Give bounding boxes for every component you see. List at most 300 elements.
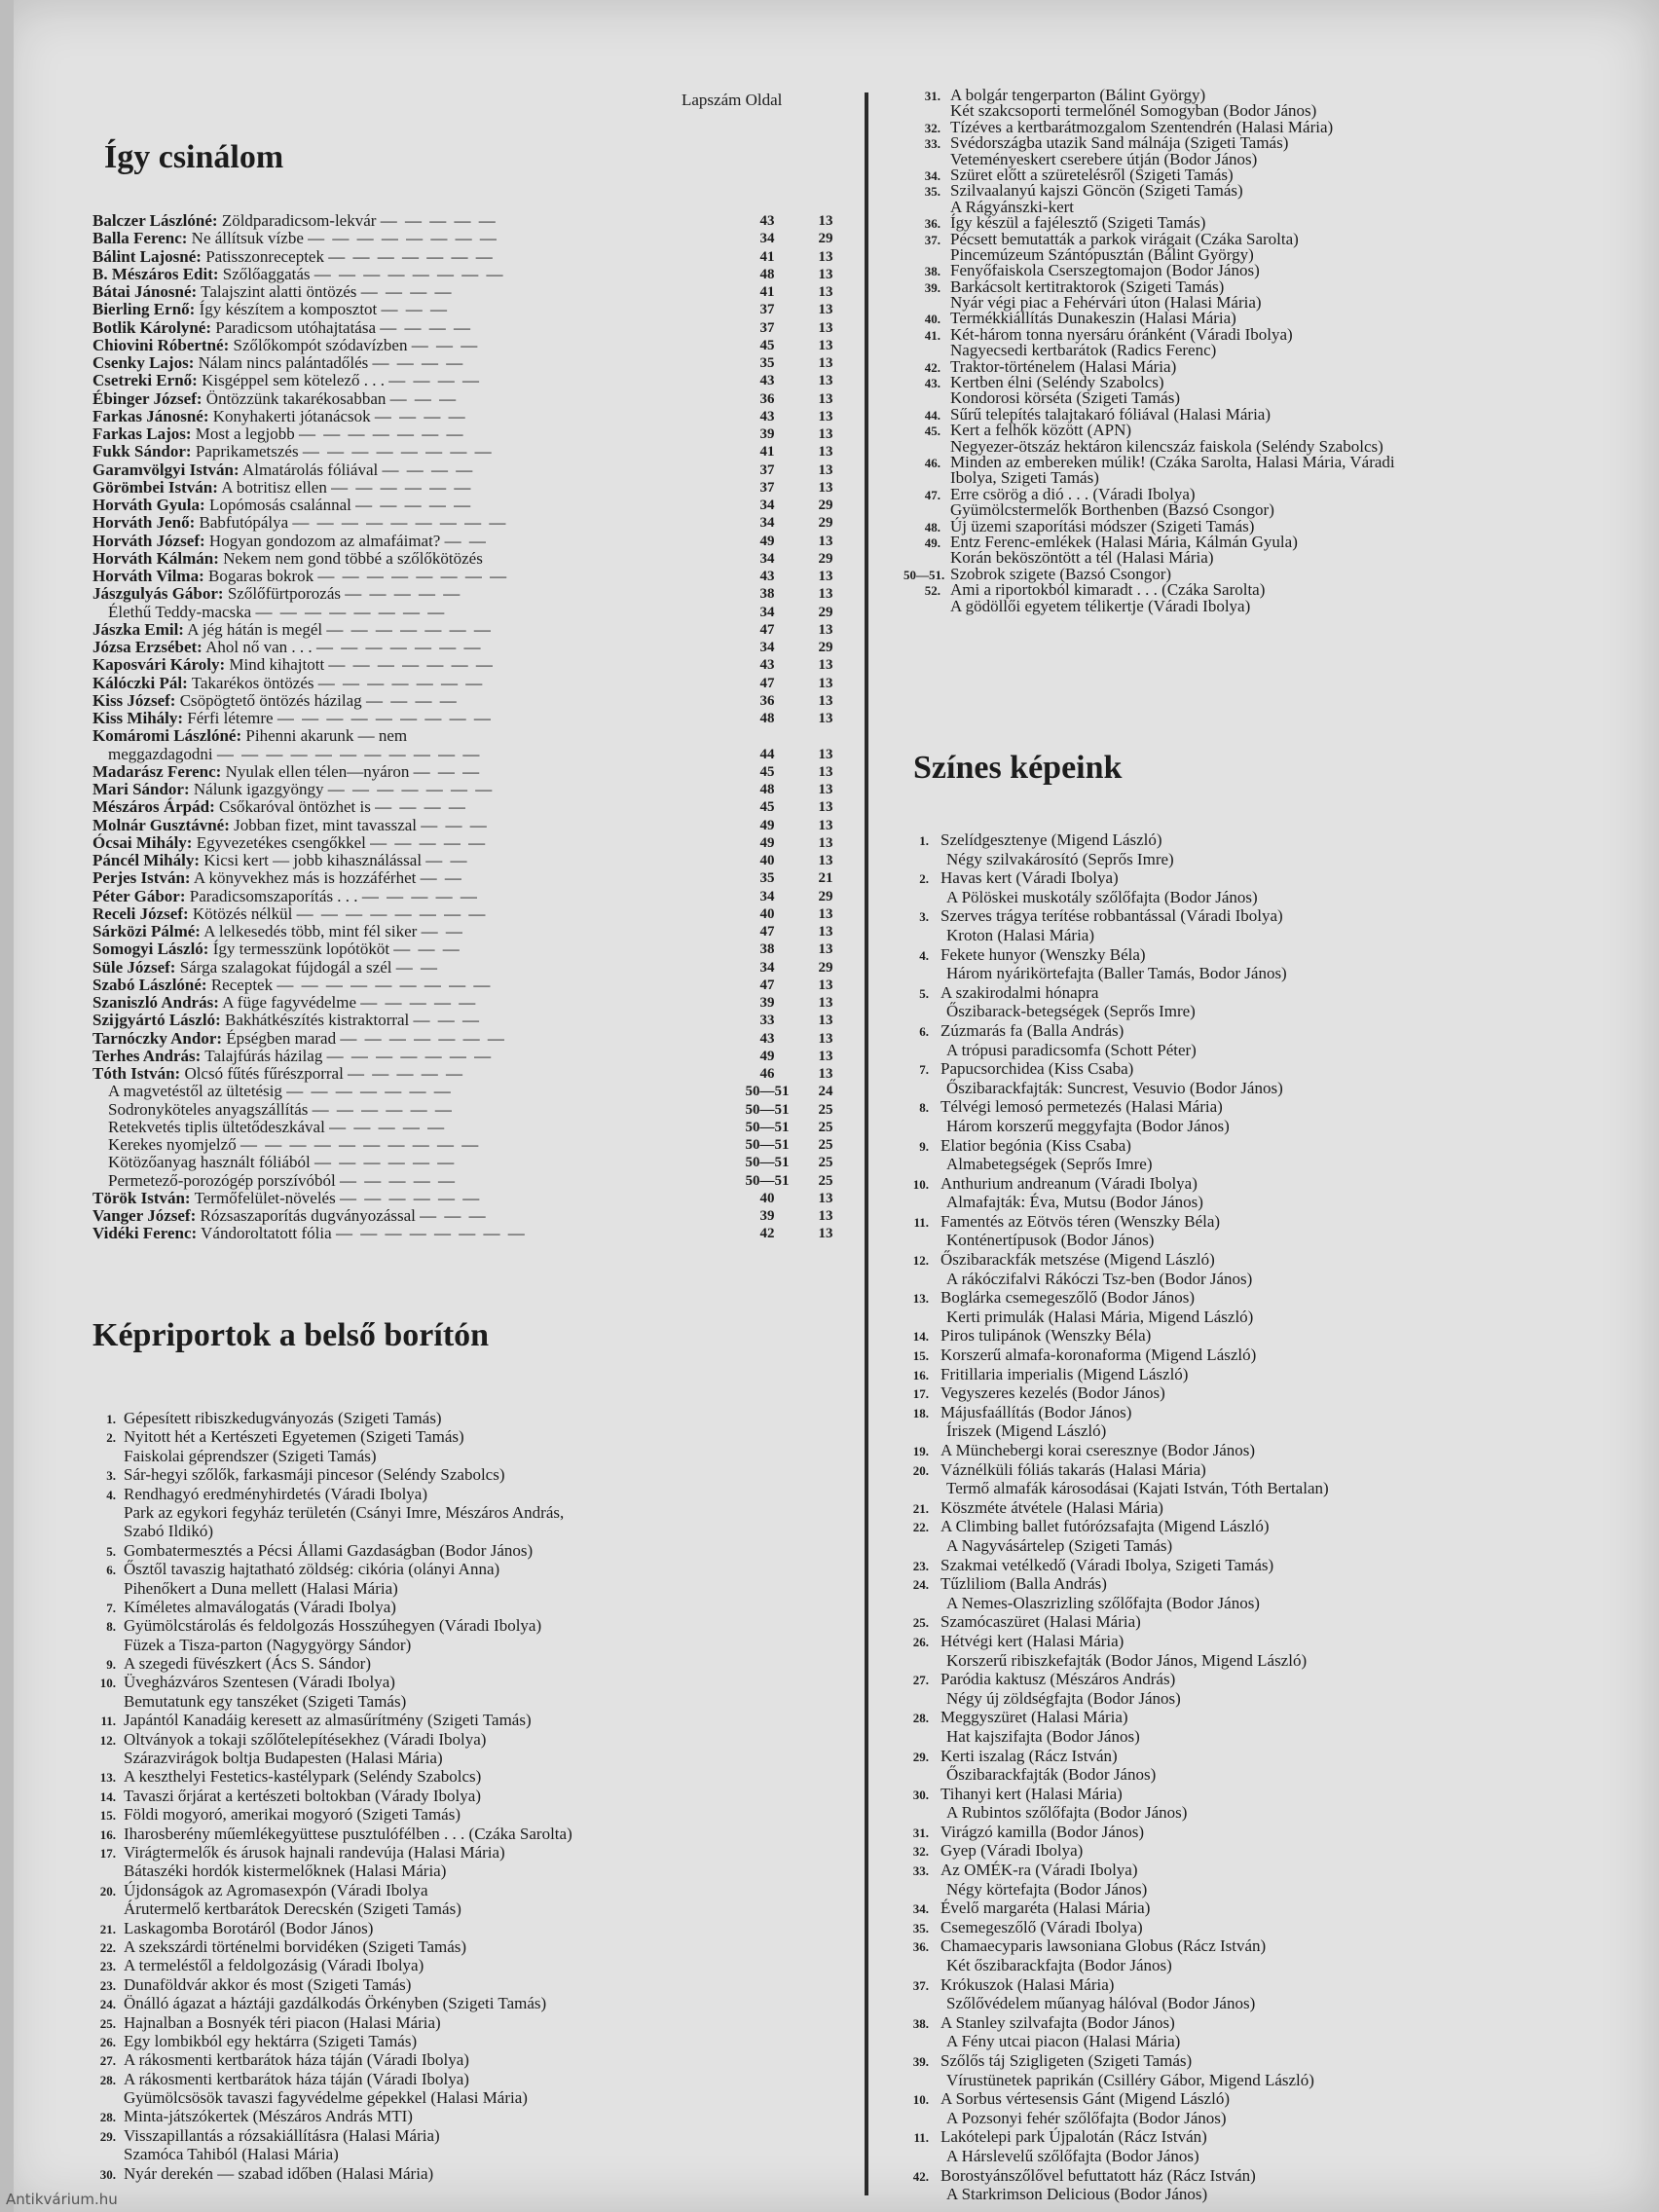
article-title: Takarékos öntözés [191, 673, 314, 692]
leader-dashes: — — — — — — — — [317, 567, 509, 585]
item-number: 33. [924, 136, 940, 152]
author-name: Csenky Lajos: [92, 353, 195, 372]
item-text: Anthurium andreanum (Váradi Ibolya) [940, 1173, 1198, 1193]
item-text: A rákosmenti kertbarátok háza táján (Váradi Ibolya) [124, 2069, 469, 2088]
item-text: Az OMÉK-ra (Váradi Ibolya) [940, 1861, 1138, 1880]
author-name: Kiss Mihály: [92, 709, 184, 727]
article-title: Talajszint alatti öntözés [201, 282, 357, 301]
issue-number: 40 [759, 853, 775, 868]
item-number: 2. [106, 1430, 116, 1446]
item-text: A bolgár tengerparton (Bálint György) [950, 86, 1206, 104]
article-title: Így termesszünk lopótököt [212, 940, 390, 959]
index-entry [92, 869, 842, 887]
leader-dashes: — — — — — [329, 1117, 447, 1136]
list-item [92, 1409, 842, 1427]
list-item [903, 1308, 1645, 1327]
index-entry [92, 443, 842, 461]
list-item [903, 1880, 1645, 1899]
item-number: 8. [106, 1619, 116, 1635]
article-title: Kisgéppel sem kötelező . . . [202, 371, 385, 390]
item-text: Iharosberény műemlékegyüttese pusztulófélben . . . (Czáka Sarolta) [124, 1824, 572, 1843]
item-number: 39. [924, 279, 940, 295]
item-text: Íriszek (Migend László) [946, 1421, 1107, 1441]
article-title: meggazdagodni [108, 744, 213, 763]
leader-dashes: — — — — — [380, 211, 498, 230]
page-number: 29 [818, 515, 833, 532]
author-name: Farkas Jánosné: [92, 406, 209, 425]
list-item [92, 2013, 842, 2032]
page-number: 29 [818, 640, 833, 655]
list-item [903, 1174, 1645, 1194]
item-number: 21. [99, 1921, 116, 1936]
leader-dashes: — — — — [365, 690, 459, 710]
page-number: 13 [818, 337, 833, 353]
item-text: Borostyánszőlővel befuttatott ház (Rácz István) [940, 2165, 1256, 2185]
article-title: Almatárolás fóliával [241, 460, 379, 479]
page-number: 25 [818, 1155, 833, 1171]
item-text: Három nyárikörtefajta (Baller Tamás, Bodor János) [946, 964, 1287, 983]
list-item [903, 1079, 1645, 1098]
item-text: Négy körtefajta (Bodor János) [946, 1879, 1148, 1899]
item-text: Veteményeskert cserebere útján (Bodor János) [950, 149, 1258, 168]
item-text: Boglárka csemegeszőlő (Bodor János) [940, 1288, 1196, 1308]
article-title: Receptek [210, 975, 274, 994]
item-text: Kerti primulák (Halasi Mária, Migend László) [946, 1307, 1254, 1326]
list-item [903, 1994, 1645, 2013]
article-title: Nálunk igazgyöngy [193, 780, 324, 798]
item-number: 7. [106, 1600, 116, 1615]
item-number: 2. [919, 871, 929, 887]
item-number: 29. [912, 1749, 929, 1764]
watermark: Antikvárium.hu [6, 2191, 118, 2208]
list-item [92, 1994, 842, 2012]
article-title: A füge fagyvédelme [222, 993, 357, 1012]
item-number: 47. [924, 487, 940, 502]
page-number: 25 [818, 1172, 833, 1189]
leader-dashes: — — — — [388, 371, 481, 390]
index-entry [92, 283, 842, 301]
item-number: 37. [912, 1977, 929, 1993]
page-number: 13 [818, 319, 833, 336]
issue-number: 48 [759, 266, 775, 282]
article-title: Termőfelület-növelés [194, 1188, 336, 1207]
leader-dashes: — — — — — — — [286, 1082, 453, 1101]
page-number: 13 [818, 1048, 833, 1064]
index-entry [92, 656, 842, 674]
author-name: Fukk Sándor: [92, 442, 192, 461]
item-number: 52. [924, 583, 940, 599]
item-text: Virágzó kamilla (Bodor János) [940, 1822, 1145, 1841]
item-text: Chamaecyparis lawsoniana Globus (Rácz István) [940, 1936, 1267, 1956]
index-entry [92, 977, 842, 994]
page-number: 13 [818, 853, 833, 868]
author-name: Bátai Jánosné: [92, 282, 198, 301]
author-name: Horváth Gyula: [92, 496, 205, 514]
item-number: 3. [919, 909, 929, 925]
item-number: 37. [924, 232, 940, 247]
item-text: Japántól Kanadáig keresett az almasűrítmény (Szigeti Tamás) [124, 1711, 532, 1730]
article-title: A lelkesedés több, mint fél siker [203, 922, 418, 940]
item-text: Negyezer-ötszáz hektáron kilencszáz faiskola (Seléndy Szabolcs) [950, 436, 1383, 456]
item-number: 22. [99, 1939, 116, 1955]
issue-number: 44 [759, 746, 775, 762]
article-title: Vándoroltatott fólia [201, 1224, 332, 1243]
item-text: Gyümölcstermelők Borthenben (Bazsó Csongor) [950, 500, 1274, 520]
item-number: 1. [106, 1412, 116, 1426]
article-title: Épségben marad [226, 1028, 337, 1048]
item-text: Lakótelepi park Újpalotán (Rácz István) [940, 2127, 1207, 2147]
item-text: Télvégi lemosó permetezés (Halasi Mária) [940, 1097, 1223, 1117]
item-text: Fritillaria imperialis (Migend László) [940, 1364, 1189, 1383]
item-text: Zúzmarás fa (Balla András) [940, 1020, 1124, 1040]
item-number: 8. [919, 1100, 929, 1116]
item-text: Üvegházváros Szentesen (Váradi Ibolya) [124, 1673, 395, 1692]
leader-dashes: — — — — — — — [328, 655, 495, 675]
issue-number: 34 [759, 640, 775, 655]
leader-dashes: — — — — — — [339, 1188, 482, 1207]
leader-dashes: — — — — — [370, 832, 488, 852]
page-number: 13 [818, 1208, 833, 1224]
article-title: Kicsi kert — jobb kihasználással [203, 851, 423, 869]
item-text: Tűzliliom (Balla András) [940, 1574, 1107, 1594]
item-number: 22. [912, 1520, 929, 1535]
issue-number: 37 [759, 461, 775, 478]
list-item [92, 1485, 842, 1503]
item-text: A Nagyvásártelep (Szigeti Tamás) [946, 1535, 1173, 1555]
leader-dashes: — — — — — — — [327, 780, 495, 798]
issue-number: 50—51 [745, 1101, 790, 1118]
page-number: 13 [818, 1013, 833, 1029]
leader-dashes: — — — — [372, 353, 465, 372]
item-text: Erre csörög a dió . . . (Váradi Ibolya) [950, 484, 1196, 503]
index-entry [92, 319, 842, 337]
index-entry [92, 372, 842, 389]
issue-number: 47 [759, 675, 775, 691]
author-name: Bierling Ernő: [92, 300, 196, 319]
list-item [903, 1288, 1645, 1308]
item-text: Önálló ágazat a háztáji gazdálkodás Örkényben (Szigeti Tamás) [124, 1994, 547, 2013]
article-title: Hogyan gondozom az almafáimat? [208, 531, 441, 550]
list-item [903, 1841, 1645, 1861]
list-item [903, 1670, 1645, 1689]
item-number: 4. [106, 1487, 116, 1502]
item-text: Árutermelő kertbarátok Derecskén (Szigeti Tamás) [124, 1899, 461, 1919]
page-number: 13 [818, 799, 833, 816]
list-item [92, 2107, 842, 2125]
item-text: Bátaszéki hordók kistermelőknek (Halasi Mária) [124, 1862, 447, 1881]
page-number: 13 [818, 692, 833, 709]
page-number: 13 [818, 408, 833, 424]
leader-dashes: — — — — — — — — [302, 442, 494, 461]
leader-dashes: — — — [413, 761, 482, 781]
issue-number: 43 [759, 1030, 775, 1047]
list-item [903, 1250, 1645, 1270]
page-number: 13 [818, 586, 833, 603]
issue-number: 50—51 [745, 1137, 790, 1153]
page-number: 13 [818, 444, 833, 461]
item-text: A rákóczifalvi Rákóczi Tsz-ben (Bodor János) [946, 1269, 1253, 1288]
author-name: Török István: [92, 1188, 191, 1207]
index-entry [92, 301, 842, 318]
index-entry [92, 763, 842, 781]
item-number: 24. [912, 1577, 929, 1593]
page-number: 13 [818, 284, 833, 300]
list-item [903, 1460, 1645, 1480]
author-name: Péter Gábor: [92, 886, 186, 905]
author-name: Páncél Mihály: [92, 851, 201, 869]
column-divider [865, 92, 868, 2195]
list-item [92, 1881, 842, 1899]
author-name: Receli József: [92, 903, 189, 923]
index-entry [92, 1065, 842, 1083]
item-text: Kondorosi körséta (Szigeti Tamás) [950, 388, 1180, 408]
author-name: B. Mészáros Edit: [92, 264, 219, 283]
page-number: 29 [818, 959, 833, 976]
leader-dashes: — — [395, 957, 439, 977]
author-name: Farkas Lajos: [92, 424, 192, 443]
item-number: 11. [913, 2130, 929, 2146]
article-title: Olcsó fűtés fűrészporral [184, 1064, 344, 1083]
item-number: 7. [919, 1062, 929, 1078]
list-item [903, 1479, 1645, 1498]
kepriportok-list [92, 1409, 842, 2183]
item-text: Park az egykori fegyház területén (Csányi Imre, Mészáros András, [124, 1502, 565, 1522]
leader-dashes: — — — — — — — — — [292, 513, 508, 533]
item-text: Termő almafák károsodásai (Kajati István, Tóth Bertalan) [946, 1479, 1329, 1498]
list-item [903, 1193, 1645, 1212]
item-text: Laskagomba Borotáról (Bodor János) [124, 1918, 374, 1937]
heading-szines-kepeink: Színes képeink [913, 750, 1123, 786]
article-title: Így készítem a komposztot [199, 300, 378, 319]
item-text: Nyár derekén — szabad időben (Halasi Mária) [124, 2163, 434, 2183]
article-title: Élethű Teddy-macska [108, 602, 252, 621]
leader-dashes: — — — — — — — — — — — [216, 744, 482, 763]
article-title: Retekvetés tiplis ültetődeszkával [108, 1117, 325, 1136]
index-entry [92, 1101, 842, 1119]
article-title: Paradicsom utóhajtatása [215, 317, 377, 337]
issue-number: 36 [759, 692, 775, 709]
article-title: Bogaras bokrok [208, 567, 314, 585]
list-item [903, 850, 1645, 869]
item-text: Havas kert (Váradi Ibolya) [940, 868, 1119, 888]
list-item [92, 1975, 842, 1994]
item-text: Szabó Ildikó) [124, 1522, 214, 1541]
leader-dashes: — — — — — — — [299, 424, 465, 443]
article-title: Ne állítsuk vízbe [191, 229, 304, 248]
issue-number: 49 [759, 817, 775, 833]
item-number: 32. [912, 1844, 929, 1860]
issue-number: 50—51 [745, 1155, 790, 1171]
issue-number: 34 [759, 888, 775, 904]
list-item [903, 1632, 1645, 1651]
issue-number: 48 [759, 711, 775, 726]
item-number: 35. [912, 1920, 929, 1936]
leader-dashes: — — — [411, 335, 480, 354]
issue-number: 37 [759, 479, 775, 496]
index-entry [92, 639, 842, 656]
author-name: Botlik Károlyné: [92, 317, 211, 337]
item-text: Gépesített ribiszkedugványozás (Szigeti Tamás) [124, 1409, 442, 1427]
leader-dashes: — — — — — — — — — [276, 975, 493, 994]
item-text: Szerves trágya terítése robbantással (Váradi Ibolya) [940, 906, 1283, 926]
list-item [903, 1594, 1645, 1613]
list-item [903, 1041, 1645, 1060]
issue-number: 39 [759, 1208, 775, 1224]
list-item [903, 1212, 1645, 1232]
author-name: Chiovini Róbertné: [92, 335, 230, 354]
page-number: 13 [818, 621, 833, 638]
leader-dashes: — — — — — [361, 886, 479, 905]
issue-number: 47 [759, 977, 775, 993]
list-item [92, 1427, 842, 1446]
item-text: Tízéves a kertbarátmozgalom Szentendrén (Halasi Mária) [950, 117, 1334, 136]
page-number: 13 [818, 248, 833, 265]
issue-number: 50—51 [745, 1119, 790, 1135]
list-item [92, 2088, 842, 2107]
item-number: 1. [919, 833, 929, 848]
leader-dashes: — — — [381, 300, 450, 319]
item-text: Kertben élni (Seléndy Szabolcs) [950, 373, 1164, 392]
kepriportok-continued-list [903, 88, 1645, 614]
index-entry [92, 533, 842, 550]
index-entry [92, 959, 842, 977]
item-text: Svédországba utazik Sand málnája (Szigeti Tamás) [950, 133, 1289, 153]
index-entry [92, 692, 842, 710]
author-name: Somogyi László: [92, 940, 209, 959]
item-text: Hat kajszifajta (Bodor János) [946, 1726, 1140, 1746]
index-entry [92, 1119, 842, 1136]
index-entry [92, 905, 842, 923]
article-title: A magvetéstől az ültetésig [108, 1082, 282, 1101]
article-title: Kerekes nyomjelző [108, 1135, 237, 1154]
page-number: 13 [818, 977, 833, 993]
item-text: Négy új zöldségfajta (Bodor János) [946, 1688, 1181, 1708]
list-item [903, 2032, 1645, 2051]
item-text: Szőlővédelem műanyag hálóval (Bodor János) [946, 1994, 1256, 2013]
item-text: Őszibarackfajták (Bodor János) [946, 1765, 1157, 1785]
list-item [903, 1823, 1645, 1842]
item-text: A Pozsonyi fehér szőlőfajta (Bodor János) [946, 2108, 1227, 2127]
author-name: Molnár Gusztávné: [92, 815, 230, 834]
list-item [903, 1155, 1645, 1174]
list-item [903, 964, 1645, 983]
item-text: Virágtermelők és árusok hajnali randevúja (Halasi Mária) [124, 1842, 505, 1862]
index-entry [92, 604, 842, 621]
item-text: Szamócaszüret (Halasi Mária) [940, 1612, 1141, 1632]
item-text: Pécsett bemutatták a parkok virágait (Czáka Sarolta) [950, 229, 1299, 248]
author-name: Vidéki Ferenc: [92, 1224, 198, 1243]
list-item [92, 1692, 842, 1711]
list-item [92, 1862, 842, 1880]
page-number: 13 [818, 355, 833, 371]
index-entry [92, 834, 842, 852]
index-entry [92, 514, 842, 532]
index-entry [92, 354, 842, 372]
item-text: Konténertípusok (Bodor János) [946, 1231, 1155, 1250]
item-text: Nyár végi piac a Fehérvári úton (Halasi Mária) [950, 293, 1262, 313]
author-name: Madarász Ferenc: [92, 761, 222, 781]
item-number: 42. [912, 2168, 929, 2184]
list-item [92, 1843, 842, 1862]
page-number: 25 [818, 1119, 833, 1135]
list-item [903, 1803, 1645, 1823]
index-entry [92, 888, 842, 905]
page-number: 13 [818, 213, 833, 229]
item-text: A trópusi paradicsomfa (Schott Péter) [946, 1040, 1197, 1059]
item-number: 34. [912, 1901, 929, 1917]
issue-number: 34 [759, 550, 775, 567]
page-number: 13 [818, 390, 833, 407]
issue-number: 39 [759, 426, 775, 442]
index-entry [92, 1083, 842, 1100]
article-title: Talajfúrás házilag [204, 1046, 323, 1065]
item-number: 26. [912, 1634, 929, 1649]
page-number: 29 [818, 550, 833, 567]
index-entry [92, 408, 842, 425]
leader-dashes: — — — — — — — — [335, 1224, 527, 1243]
item-text: Új üzemi szaporítási módszer (Szigeti Tamás) [950, 516, 1255, 535]
item-text: A Rágyánszki-kert [950, 197, 1074, 216]
item-text: Így készül a fajélesztő (Szigeti Tamás) [950, 213, 1206, 233]
item-text: Négy szilvakárosító (Seprős Imre) [946, 849, 1174, 868]
list-item [92, 1616, 842, 1635]
index-entry [92, 940, 842, 958]
item-text: A keszthelyi Festetics-kastélypark (Seléndy Szabolcs) [124, 1767, 482, 1787]
list-item [903, 2166, 1645, 2186]
item-text: Két szakcsoporti termelőnél Somogyban (Bodor János) [950, 101, 1317, 121]
article-title: Ahol nő van . . . [205, 638, 313, 656]
issue-number: 45 [759, 337, 775, 353]
list-item [903, 1536, 1645, 1556]
leader-dashes: — — — — — — [331, 477, 473, 497]
item-number: 6. [919, 1023, 929, 1039]
page-number: 13 [818, 657, 833, 674]
leader-dashes: — — — [413, 1011, 482, 1030]
item-text: Szüret előtt a szüretelésről (Szigeti Tamás) [950, 165, 1234, 184]
issue-number: 38 [759, 586, 775, 603]
leader-dashes: — — [420, 868, 463, 888]
item-number: 48. [924, 519, 940, 535]
leader-dashes: — — — — — [355, 496, 473, 514]
item-text: A termeléstől a feldolgozásig (Váradi Ibolya) [124, 1956, 424, 1975]
article-title: Csőkaróval öntözhet is [219, 797, 371, 817]
item-text: Oltványok a tokaji szőlőtelepítésekhez (Váradi Ibolya) [124, 1729, 487, 1749]
item-text: Szelídgesztenye (Migend László) [940, 830, 1162, 849]
item-number: 28. [99, 2110, 116, 2125]
item-text: Paródia kaktusz (Mészáros András) [940, 1670, 1176, 1689]
leader-dashes: — — — — — — — [326, 1046, 494, 1065]
author-name: Csetreki Ernő: [92, 371, 198, 390]
article-title: A könyvekhez más is hozzáférhet [193, 868, 417, 888]
index-entry [92, 1225, 842, 1242]
author-name: Süle József: [92, 957, 176, 977]
article-title: Szőlőaggatás [222, 264, 311, 283]
list-item [903, 1346, 1645, 1365]
item-text: A Sorbus vértesensis Gánt (Migend László) [940, 2089, 1230, 2109]
index-entry [92, 1030, 842, 1048]
author-name: Kaposvári Károly: [92, 655, 226, 675]
item-text: A szekszárdi történelmi borvidéken (Szigeti Tamás) [124, 1936, 467, 1956]
item-number: 13. [912, 1291, 929, 1307]
list-item [903, 906, 1645, 926]
item-text: Két őszibarackfajta (Bodor János) [946, 1956, 1172, 1975]
article-title: Bakhátkészítés kistraktorral [224, 1011, 410, 1030]
item-text: Ibolya, Szigeti Tamás) [950, 468, 1099, 488]
author-name: Komáromi Lászlóné: [92, 726, 242, 746]
item-number: 38. [924, 264, 940, 279]
article-title: Nyulak ellen télen—nyáron [225, 761, 410, 781]
list-item [903, 926, 1645, 945]
